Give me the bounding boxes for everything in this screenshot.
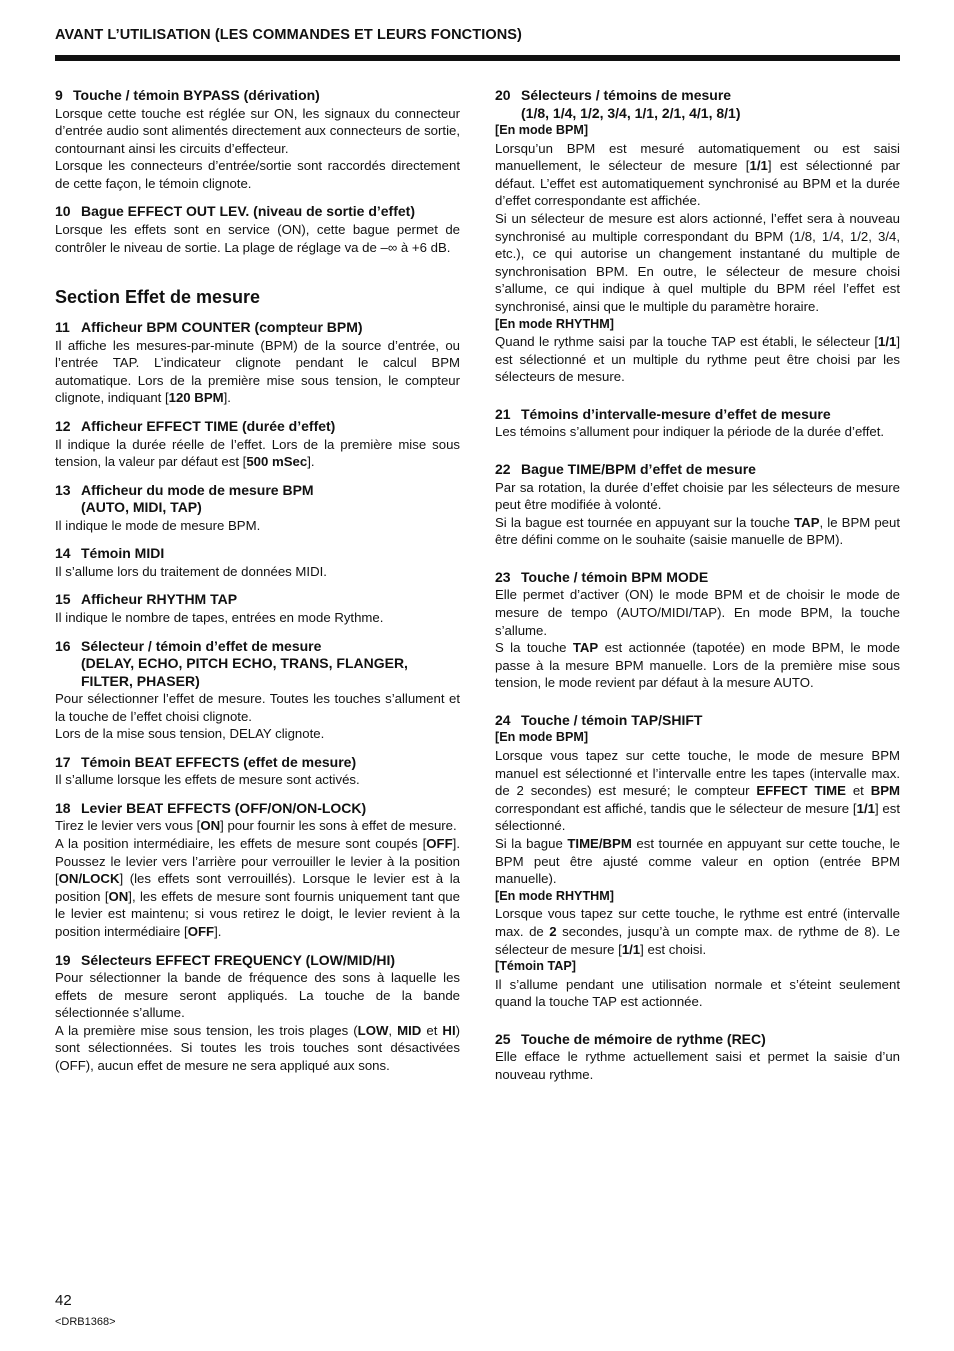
item-13 [55,482,460,535]
item-heading [55,591,460,609]
item-heading [495,461,900,479]
item-number: 17 [55,753,71,770]
paragraph: A la première mise sous tension, les trois plages (LOW, MID et HI) sont sélectionnées. Si toutes les trois touches sont désactivées (OFF), aucun effet de mesure ne sera appliqué aux sons. [55,1022,461,1073]
item-heading [55,319,460,337]
item-25 [495,1031,900,1084]
section-heading: Section Effet de mesure [55,287,261,308]
item-number: 14 [55,545,71,562]
paragraph: Lorsque cette touche est réglée sur ON, les signaux du connecteur d’entrée audio sont alimentés directement aux connecteurs de sortie, contournant ainsi les circuits d’effecteur. [55,105,460,156]
document-code: <DRB1368> [55,1316,116,1328]
item-number: 11 [55,319,70,336]
item-11 [55,319,460,407]
item-title: Afficheur BPM COUNTER (compteur BPM) [81,319,363,336]
paragraph: Quand le rythme saisi par la touche TAP est établi, le sélecteur [1/1] est sélectionné et un multiple du rythme peut être choisi par les sélecteurs de mesure. [495,334,900,385]
mode-subheading: [En mode BPM] [495,123,589,137]
item-19 [55,952,460,1075]
item-title: Afficheur du mode de mesure BPM (AUTO, MIDI, TAP) [81,481,314,516]
paragraph: Tirez le levier vers vous [ON] pour fournir les sons à effet de mesure. [55,818,457,834]
item-number: 12 [55,418,71,435]
paragraph: Elle efface le rythme actuellement saisi et permet la saisie d’un nouveau rythme. [495,1049,900,1083]
item-10 [55,203,460,256]
mode-subheading: [Témoin TAP] [495,959,576,974]
item-22 [495,461,900,549]
item-heading [495,712,900,730]
item-number: 13 [55,481,71,498]
paragraph: Elle permet d’activer (ON) le mode BPM et de choisir le mode de mesure de tempo (AUTO/MIDI/TAP). En mode BPM, la touche s’allume. [495,587,900,638]
item-number: 24 [495,711,511,728]
paragraph: Les témoins s’allument pour indiquer la période de la durée d’effet. [495,424,885,440]
spacer [495,452,900,461]
page-number: 42 [55,1292,72,1309]
mode-subheading: [En mode RHYTHM] [495,888,614,903]
paragraph: S la touche TAP est actionnée (tapotée) en mode BPM, le mode passe à la mesure BPM manuelle. Lors de la première mise sous tension, le mode revient par défaut à la mesure AUTO. [495,640,900,691]
item-number: 25 [495,1030,511,1047]
item-title: Sélecteurs EFFECT FREQUENCY (LOW/MID/HI) [81,951,395,968]
item-16 [55,638,460,743]
item-heading [55,87,460,105]
paragraph: Lorsque les connecteurs d’entrée/sortie sont raccordés directement de cette façon, le témoin clignote. [55,158,460,191]
item-number: 22 [495,461,511,477]
paragraph: Il s’allume lorsque les effets de mesure sont activés. [55,772,360,788]
item-12 [55,418,460,471]
paragraph: Il indique le mode de mesure BPM. [55,517,261,533]
paragraph: Lorsqu’un BPM est mesuré automatiquement ou est saisi manuellement, le sélecteur de mesure [1/1] est sélectionné par défaut. L’effet est automatiquement synchronisé au BPM et la durée d’effet correspondante est affichée. [495,140,900,209]
spacer [495,703,900,712]
item-title: Bague TIME/BPM d’effet de mesure [521,461,756,477]
paragraph: Si la bague TIME/BPM est tournée en appuyant sur cette touche, le BPM peut être ajusté comme valeur en option (entrée BPM manuelle). [495,836,900,887]
item-heading [495,569,900,587]
item-number: 23 [495,568,511,585]
paragraph: Il s’allume lors du traitement de données MIDI. [55,563,327,579]
item-18 [55,800,460,941]
item-14 [55,545,460,580]
item-number: 20 [495,87,511,103]
item-number: 21 [495,405,511,422]
item-title: Témoin BEAT EFFECTS (effet de mesure) [81,753,357,770]
item-heading [55,545,460,563]
item-heading [495,406,900,424]
item-title: Touche de mémoire de rythme (REC) [521,1030,766,1047]
paragraph: Pour sélectionner l’effet de mesure. Toutes les touches s’allument et la touche de l’effet choisi clignote. [55,691,460,724]
paragraph: Il s’allume pendant une utilisation normale et s’éteint seulement quand la touche TAP est actionnée. [495,976,900,1010]
paragraph: Lorsque vous tapez sur cette touche, le rythme est entré (intervalle max. de 2 secondes, jusqu’à un compte max. de rythme de 8). Le sélecteur de mesure [1/1] est choisi. [495,906,900,957]
item-title: Sélecteur / témoin d’effet de mesure (DELAY, ECHO, PITCH ECHO, TRANS, FLANGER, FILTER, PHASER) [81,637,408,689]
item-title: Afficheur RHYTHM TAP [81,591,238,608]
paragraph: Il affiche les mesures-par-minute (BPM) de la source d’entrée, ou l’entrée TAP. L’indicateur clignote pendant le calcul BPM automatique. Lors de la première mise sous tension, le compteur clignote, indiquant [120 BPM]. [55,337,460,406]
item-title: Touche / témoin TAP/SHIFT [521,711,703,728]
item-number: 16 [55,637,71,654]
item-title: Témoins d’intervalle-mesure d’effet de mesure [521,405,831,422]
item-24 [495,712,900,1011]
item-number: 15 [55,591,71,608]
mode-subheading: [En mode RHYTHM] [495,316,614,331]
spacer [495,560,900,569]
item-title: Bague EFFECT OUT LEV. (niveau de sortie d’effet) [81,203,415,220]
spacer [495,1022,900,1031]
item-15 [55,591,460,626]
item-heading [55,418,460,436]
item-title: Sélecteurs / témoins de mesure (1/8, 1/4, 1/2, 3/4, 1/1, 2/1, 4/1, 8/1) [521,87,741,121]
item-title: Touche / témoin BPM MODE [521,568,709,585]
item-heading [55,800,460,818]
item-heading [55,482,460,517]
paragraph: Pour sélectionner la bande de fréquence des sons à laquelle les effets de mesure seront appliqués. La touche de la bande sélectionnée s’allume. [55,970,460,1021]
right-column [495,87,900,1095]
mode-subheading: [En mode BPM] [495,730,589,745]
item-20 [495,87,900,386]
paragraph: A la position intermédiaire, les effets de mesure sont coupés [OFF]. Poussez le levier vers l’arrière pour verrouiller le levier à la position [ON/LOCK] (les effets sont verrouillés). Lorsque le levier est à la position [ON], les effets de mesure sont fournis uniquement tant que le levier est maintenu; si vous retirez le doigt, le levier revient à la position intermédiaire [OFF]. [55,835,460,939]
item-heading [55,638,460,691]
left-column [55,87,460,1086]
item-title: Touche / témoin BYPASS (dérivation) [73,87,320,103]
paragraph: Lors de la mise sous tension, DELAY clignote. [55,726,325,742]
item-title: Témoin MIDI [81,545,165,562]
item-heading [55,754,460,772]
item-heading [495,1031,900,1049]
paragraph: Si un sélecteur de mesure est alors actionné, l’effet sera à nouveau synchronisé au multiple correspondant du BPM (1/8, 1/4, 1/2, 3/4, etc.), ce qui autorise un changement instantané du multiple de synchronisation BPM. En outre, le sélecteur de mesure choisi s’allume, ce qui indique à quel multiple du BPM réel l’effet est synchronisé, ainsi que le multiple du paramètre horaire. [495,210,900,314]
item-23 [495,569,900,692]
spacer [495,397,900,406]
paragraph: Lorsque les effets sont en service (ON), cette bague permet de contrôler le niveau de sortie. La plage de réglage va de –∞ à +6 dB. [55,221,460,255]
item-number: 10 [55,203,71,220]
page-header-title: AVANT L’UTILISATION (LES COMMANDES ET LEURS FONCTIONS) [55,27,522,43]
item-number: 19 [55,951,71,968]
item-number: 18 [55,799,71,816]
header-rule [55,55,900,61]
paragraph: Par sa rotation, la durée d’effet choisie par les sélecteurs de mesure peut être modifiée à volonté. [495,479,900,513]
paragraph: Si la bague est tournée en appuyant sur la touche TAP, le BPM peut être défini comme on le souhaite (saisie manuelle de BPM). [495,514,900,548]
paragraph: Lorsque vous tapez sur cette touche, le mode de mesure BPM manuel est sélectionné et l’intervalle entre les tapes (intervalle max. de 2 secondes) est mesuré; le compteur EFFECT TIME et BPM correspondant est affiché, tandis que le sélecteur de mesure [1/1] est sélectionné. [495,748,901,834]
paragraph: Il indique le nombre de tapes, entrées en mode Rythme. [55,609,384,625]
item-9 [55,87,460,192]
item-21 [495,406,900,441]
item-title: Levier BEAT EFFECTS (OFF/ON/ON-LOCK) [81,799,367,816]
item-17 [55,754,460,789]
item-title: Afficheur EFFECT TIME (durée d’effet) [81,418,336,435]
item-heading [495,87,900,122]
item-number: 9 [55,87,63,103]
paragraph: Il indique la durée réelle de l’effet. Lors de la première mise sous tension, la valeur par défaut est [500 mSec]. [55,436,460,470]
item-heading [55,203,460,221]
item-heading [55,952,460,970]
